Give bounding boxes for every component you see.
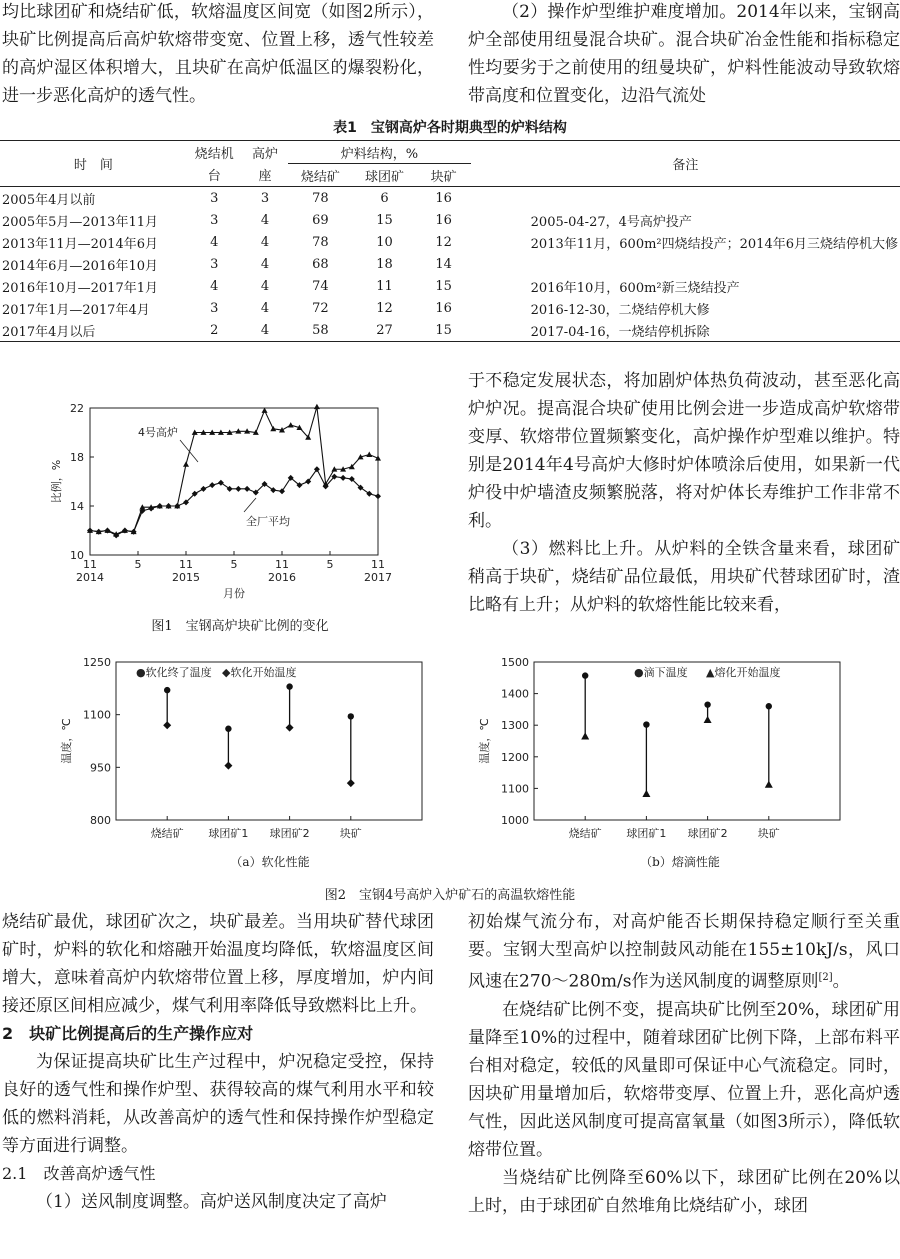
table-cell-pellet: 15 [376, 212, 393, 228]
header-sinter: 烧结矿 [288, 164, 352, 187]
table-cell-bf: 4 [260, 278, 270, 294]
point-软化开始温度 [286, 724, 294, 732]
table-cell-sm: 3 [210, 190, 219, 206]
table-cell-time: 2005年4月以前 [2, 192, 96, 208]
table-row [0, 297, 900, 319]
table-cell-time: 2017年1月—2017年4月 [2, 302, 150, 318]
table-cell-sm: 3 [210, 300, 219, 316]
table-cell-pellet: 6 [380, 190, 389, 206]
category-label: 块矿 [339, 827, 362, 840]
header-sinter-machine: 烧结机 [187, 141, 242, 164]
table-cell-lump: 12 [435, 234, 452, 250]
table-cell-sm: 3 [210, 212, 219, 228]
figure-1-caption: 图1 宝钢高炉块矿比例的变化 [151, 619, 329, 634]
y-tick-label: 1250 [83, 656, 111, 669]
table-cell-bf: 4 [260, 212, 270, 228]
figure-2b-subcaption: （b）熔滴性能 [640, 855, 720, 869]
series-point-1 [200, 486, 206, 492]
point-熔化开始温度 [642, 790, 650, 797]
table-cell-lump: 14 [435, 256, 452, 272]
y-tick-label: 1200 [501, 750, 529, 764]
paragraph: （1）送风制度调整。高炉送风制度决定了高炉 [36, 1192, 387, 1212]
category-label: 烧结矿 [150, 827, 184, 840]
category-label: 块矿 [757, 827, 780, 840]
table-cell-bf: 3 [260, 190, 270, 206]
point-滴下温度 [643, 721, 649, 727]
table-cell-sm: 4 [210, 278, 219, 294]
y-tick-label: 800 [90, 814, 111, 827]
point-滴下温度 [582, 672, 588, 678]
table-cell-bf: 4 [260, 256, 270, 272]
table-row [0, 275, 900, 297]
y-tick-label: 1100 [83, 708, 111, 722]
table-cell-lump: 15 [435, 278, 452, 294]
table-cell-lump: 15 [417, 319, 471, 342]
text-block-mid-right [468, 367, 900, 619]
paragraph-text: 初始煤气流分布，对高炉能否长期保持稳定顺行至关重要。宝钢大型高炉以控制鼓风动能在155±10kJ/s，风口风速在270～280m/s作为送风制度的调整原则 [468, 912, 900, 992]
table-cell-sinter: 78 [312, 190, 329, 206]
table-cell-pellet: 18 [376, 256, 393, 272]
paragraph-end: 。 [832, 971, 850, 992]
header-sinter-machine-unit: 台 [187, 164, 242, 187]
table-row [0, 187, 900, 210]
paragraph: 于不稳定发展状态，将加剧炉体热负荷波动，甚至恶化高炉炉况。提高混合块矿使用比例会进一步造成高炉软熔带变厚、软熔带位置频繁变化，高炉操作炉型难以维护。特别是2014年4号高炉大修时炉体喷涂后使用，如果新一代炉役中炉墙渣皮频繁脱落，将对炉体长寿维护工作非常不利。 [468, 371, 900, 531]
y-tick-label: 1500 [501, 656, 529, 669]
header-lump: 块矿 [417, 164, 471, 187]
legend-item: ▲熔化开始温度 [706, 666, 781, 679]
point-熔化开始温度 [765, 781, 773, 788]
category-label: 球团矿2 [687, 827, 728, 840]
x-tick-label: 11 [275, 558, 289, 571]
text-block-top-right [468, 0, 900, 110]
figure-2a-subcaption: （a）软化性能 [230, 855, 310, 869]
table-row [0, 319, 900, 342]
table-cell-time: 2014年6月—2016年10月 [2, 258, 158, 274]
table-cell-lump: 16 [435, 300, 452, 316]
text-block-top-left [2, 0, 434, 110]
table-cell-bf: 4 [242, 319, 289, 342]
table-row [0, 231, 900, 253]
table-cell-pellet: 27 [352, 319, 416, 342]
y-tick-label: 22 [70, 402, 84, 415]
y-tick-label: 10 [70, 549, 84, 562]
series-line-1 [90, 469, 378, 535]
point-滴下温度 [766, 703, 772, 709]
paragraph: 为保证提高块矿比生产过程中，炉况稳定受控，保持良好的透气性和操作炉型、获得较高的煤气利用水平和较低的燃料消耗，从改善高炉的透气性和保持操作炉型稳定等方面进行调整。 [2, 1052, 434, 1156]
series-point-0 [366, 452, 372, 457]
table-row [0, 253, 900, 275]
series-point-1 [375, 493, 381, 499]
legend-item: ◆软化开始温度 [222, 666, 297, 679]
table-cell-pellet: 12 [376, 300, 393, 316]
x-tick-label: 5 [134, 558, 142, 571]
legend-item: ●滴下温度 [634, 666, 688, 679]
table-cell-sm: 4 [210, 234, 219, 250]
figure-2a-softening-chart [48, 652, 428, 852]
table-cell-lump: 16 [435, 190, 452, 206]
y-tick-label: 14 [70, 500, 84, 513]
table-cell-sm: 3 [210, 256, 219, 272]
series-point-0 [314, 404, 320, 409]
x-year-label: 2015 [172, 571, 200, 584]
x-year-label: 2017 [364, 571, 392, 584]
legend-item: ●软化终了温度 [136, 666, 212, 679]
point-软化终了温度 [164, 687, 170, 693]
x-tick-label: 5 [230, 558, 238, 571]
table-cell-time: 2005年5月—2013年11月 [2, 214, 158, 230]
leader-line [180, 440, 198, 462]
leader-line [244, 498, 256, 512]
point-软化开始温度 [347, 779, 355, 787]
text-block-bottom-left [2, 908, 434, 1216]
series-point-0 [288, 422, 294, 427]
series-point-1 [279, 488, 285, 494]
table-cell-sinter: 74 [312, 278, 329, 294]
table-cell-lump: 16 [435, 212, 452, 228]
table-cell-time: 2017年4月以后 [0, 319, 187, 342]
point-软化终了温度 [286, 683, 292, 689]
y-axis-label: 比例，% [50, 459, 63, 504]
series-point-1 [340, 475, 346, 481]
paragraph: 烧结矿最优，球团矿次之，块矿最差。当用块矿替代球团矿时，炉料的软化和熔融开始温度均降低，软熔温度区间增大，意味着高炉内软熔带位置上移，厚度增加，炉内间接还原区间相应减少，煤气利用率降低导致燃料比上升。 [2, 912, 434, 1016]
table-cell-sinter: 68 [312, 256, 329, 272]
series-point-0 [270, 426, 276, 431]
series-point-1 [209, 482, 215, 488]
table-cell-sm: 2 [187, 319, 242, 342]
series-point-0 [183, 461, 189, 466]
table-cell-note: 2005-04-27，4号高炉投产 [530, 214, 692, 230]
y-tick-label: 1100 [501, 782, 529, 796]
point-滴下温度 [704, 701, 710, 707]
category-label: 球团矿2 [269, 827, 310, 840]
table-cell-sinter: 58 [288, 319, 352, 342]
series-point-1 [235, 486, 241, 492]
x-tick-label: 11 [83, 558, 97, 571]
x-tick-label: 11 [179, 558, 193, 571]
table-cell-note: 2016-12-30，二烧结停机大修 [530, 302, 710, 318]
point-软化终了温度 [225, 726, 231, 732]
category-label: 烧结矿 [568, 827, 602, 840]
table-cell-sinter: 69 [312, 212, 329, 228]
series-label-4-bf: 4号高炉 [138, 426, 178, 439]
header-bf: 高炉 [242, 141, 289, 164]
burden-structure-table [0, 140, 900, 342]
citation: [2] [818, 972, 833, 983]
table-cell-pellet: 10 [376, 234, 393, 250]
table-cell-note: 2013年11月，600m²四烧结投产；2014年6月三烧结停机大修 [530, 236, 898, 252]
x-axis-label: 月份 [223, 587, 245, 600]
table-cell-time: 2016年10月—2017年1月 [2, 280, 158, 296]
paragraph [468, 908, 900, 996]
table-cell-note [471, 253, 900, 275]
figure-1-lump-ratio-chart [48, 394, 393, 606]
table-cell-time: 2013年11月—2014年6月 [2, 236, 158, 252]
point-软化终了温度 [348, 713, 354, 719]
table-cell-pellet: 11 [376, 278, 393, 294]
paragraph: 在烧结矿比例不变，提高块矿比例至20%，球团矿用量降至10%的过程中，随着球团矿比例下降，上部布料平台相对稳定，较低的风量即可保证中心气流稳定。同时，因块矿用量增加后，软熔带变厚、位置上升，恶化高炉透气性，因此送风制度可提高富氧量（如图3所示），降低软熔带位置。 [468, 999, 900, 1160]
table-cell-bf: 4 [260, 300, 270, 316]
header-burden: 炉料结构，% [288, 141, 470, 164]
table-cell-bf: 4 [260, 234, 270, 250]
category-label: 球团矿1 [208, 827, 249, 840]
table-cell-note: 2017-04-16，一烧结停机拆除 [471, 319, 900, 342]
figure-2-caption: 图2 宝钢4号高炉入炉矿石的高温软熔性能 [324, 888, 576, 903]
table-cell-note: 2016年10月，600m²新三烧结投产 [530, 280, 740, 296]
paragraph: 均比球团矿和烧结矿低，软熔温度区间宽（如图2所示），块矿比例提高后高炉软熔带变宽、位置上移，透气性较差的高炉湿区体积增大，且块矿在高炉低温区的爆裂粉化，进一步恶化高炉的透气性。 [2, 2, 434, 106]
header-time: 时 间 [0, 141, 187, 187]
header-bf-unit: 座 [242, 164, 289, 187]
table-cell-sinter: 72 [312, 300, 329, 316]
point-软化开始温度 [163, 721, 171, 729]
category-label: 球团矿1 [626, 827, 667, 840]
y-tick-label: 1400 [501, 687, 529, 701]
y-tick-label: 1300 [501, 719, 529, 733]
table-row [0, 209, 900, 231]
y-tick-label: 950 [90, 761, 111, 775]
plot-frame [116, 662, 422, 820]
plot-frame [534, 662, 840, 820]
point-熔化开始温度 [704, 716, 712, 723]
paragraph: （3）燃料比上升。从炉料的全铁含量来看，球团矿稍高于块矿，烧结矿品位最低，用块矿代替球团矿时，渣比略有上升；从炉料的软熔性能比较来看， [468, 539, 900, 615]
text-block-bottom-right [468, 908, 900, 1220]
y-tick-label: 1000 [501, 814, 529, 827]
header-pellet: 球团矿 [352, 164, 416, 187]
point-熔化开始温度 [581, 732, 589, 739]
series-label-average: 全厂平均 [246, 515, 290, 528]
figure-2b-melting-dripping-chart [466, 652, 846, 852]
subsection-heading-2-1: 2.1 改善高炉透气性 [2, 1164, 156, 1183]
x-tick-label: 5 [326, 558, 334, 571]
y-axis-label: 温度，℃ [60, 718, 73, 764]
paragraph: 当烧结矿比例降至60%以下，球团矿比例在20%以上时，由于球团矿自然堆角比烧结矿小，球团 [468, 1167, 900, 1216]
table-caption: 表1 宝钢高炉各时期典型的炉料结构 [333, 120, 567, 136]
table-cell-sinter: 78 [312, 234, 329, 250]
y-tick-label: 18 [70, 451, 84, 464]
point-软化开始温度 [224, 762, 232, 770]
table-cell-note [471, 187, 900, 210]
header-note: 备注 [471, 141, 900, 187]
x-year-label: 2014 [76, 571, 104, 584]
series-point-1 [244, 486, 250, 492]
section-heading-2: 2 块矿比例提高后的生产操作应对 [2, 1024, 254, 1043]
series-point-1 [148, 505, 154, 511]
x-year-label: 2016 [268, 571, 296, 584]
paragraph: （2）操作炉型维护难度增加。2014年以来，宝钢高炉全部使用纽曼混合块矿。混合块矿冶金性能和指标稳定性均要劣于之前使用的纽曼块矿，炉料性能波动导致软熔带高度和位置变化，边沿气流处 [468, 2, 900, 106]
y-axis-label: 温度，℃ [478, 718, 491, 764]
x-tick-label: 11 [371, 558, 385, 571]
